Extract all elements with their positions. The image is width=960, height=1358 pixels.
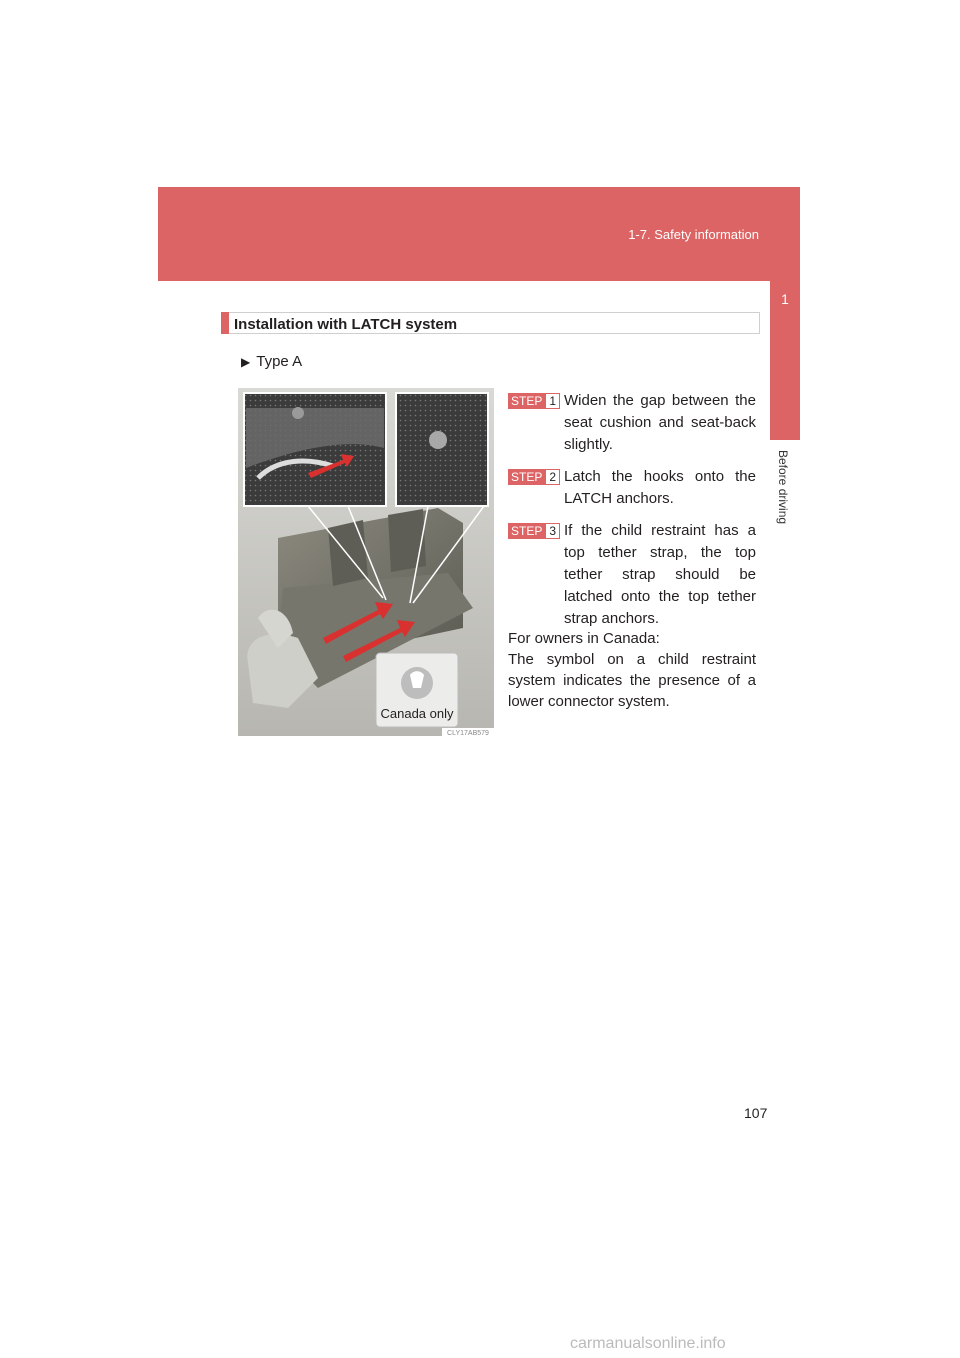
chapter-tab [770, 281, 800, 440]
chapter-label: Before driving [776, 450, 790, 525]
canada-note [508, 628, 756, 712]
step-number: 1 [545, 393, 560, 409]
step-word: STEP [508, 393, 545, 409]
step-word: STEP [508, 469, 545, 485]
type-label [241, 353, 302, 370]
step-3-text: If the child restraint has a top tether strap, the top tether strap should be latched onto the top tether strap anchors. [564, 522, 756, 627]
footer-watermark: carmanualsonline.info [570, 1335, 726, 1352]
section-title: Installation with LATCH system [234, 316, 458, 333]
step-3 [508, 520, 756, 630]
step-word: STEP [508, 523, 545, 539]
header-band [158, 187, 800, 281]
canada-body: The symbol on a child restraint system indicates the presence of a lower connector system. [508, 651, 756, 710]
triangle-right-icon: ▶ [241, 355, 251, 369]
illustration-code: CLY17AB579 [447, 730, 489, 736]
step-number: 3 [545, 523, 560, 539]
header-section-title: 1-7. Safety information [628, 227, 759, 242]
step-list [508, 390, 756, 640]
canada-badge-label: Canada only [380, 706, 454, 721]
page-number: 107 [744, 1105, 768, 1121]
illustration-svg [238, 388, 494, 736]
canada-intro: For owners in Canada: [508, 630, 660, 647]
latch-installation-illustration [238, 388, 494, 736]
chapter-number: 1 [781, 291, 789, 307]
section-heading [222, 312, 760, 334]
step-2-badge [508, 469, 560, 485]
section-accent [221, 312, 229, 334]
step-2 [508, 466, 756, 510]
step-3-badge [508, 523, 560, 539]
step-1-badge [508, 393, 560, 409]
step-1-text: Widen the gap between the seat cushion and seat-back slightly. [564, 392, 756, 453]
step-number: 2 [545, 469, 560, 485]
step-1 [508, 390, 756, 456]
step-2-text: Latch the hooks onto the LATCH anchors. [564, 468, 756, 507]
type-text: Type A [256, 353, 303, 370]
